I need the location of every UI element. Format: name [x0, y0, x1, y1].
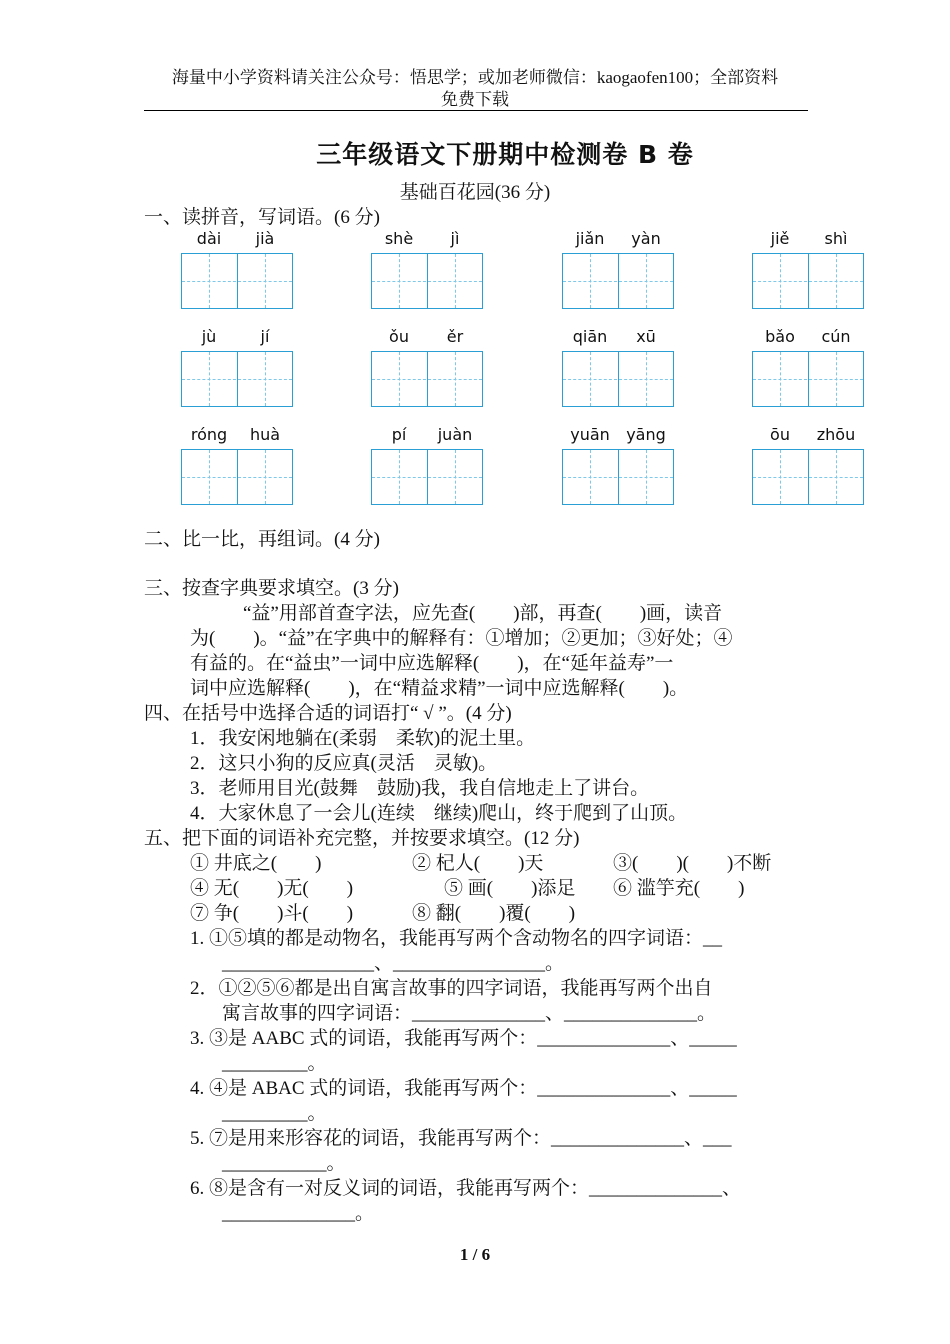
pinyin-11-b: yāng: [626, 425, 666, 444]
question-5-line-2: ___________。: [222, 1153, 346, 1174]
pinyin-10-b: juàn: [437, 425, 473, 444]
question-2-line-2: 寓言故事的四字词语：______________、______________。: [222, 1003, 717, 1024]
section-4-item-2: 2．这只小狗的反应真(灵活 灵敏)。: [190, 753, 498, 774]
question-3-line-1: 3. ③是 AABC 式的词语，我能再写两个：______________、_____: [190, 1028, 737, 1049]
pinyin-11-a: yuān: [570, 425, 610, 444]
section-4-item-3: 3．老师用目光(鼓舞 鼓励)我，我自信地走上了讲台。: [190, 778, 650, 799]
idiom-4: ④ 无( )无( ): [190, 878, 354, 899]
section-4-item-1: 1．我安闲地躺在(柔弱 柔软)的泥土里。: [190, 728, 536, 749]
section-3-line-3: 有益的。在“益虫”一词中应选解释( )，在“延年益寿”一: [190, 653, 674, 674]
pinyin-4-a: jiě: [770, 229, 790, 248]
tianzige-box-8[interactable]: [752, 351, 864, 407]
question-5-line-1: 5. ⑦是用来形容花的词语，我能再写两个：______________、___: [190, 1128, 732, 1149]
tianzige-box-9[interactable]: [181, 449, 293, 505]
tianzige-box-12[interactable]: [752, 449, 864, 505]
question-4-line-2: _________。: [222, 1103, 327, 1124]
pinyin-4-b: shì: [824, 229, 848, 248]
question-3-line-2: _________。: [222, 1053, 327, 1074]
pinyin-2-a: shè: [384, 229, 414, 248]
header-line-2: 免费下载: [441, 90, 509, 109]
page-subtitle: 基础百花园(36 分): [399, 182, 551, 203]
pinyin-7-a: qiān: [572, 327, 608, 346]
section-2-heading: 二、比一比，再组词。(4 分): [144, 529, 380, 550]
idiom-1: ① 井底之( ): [190, 853, 322, 874]
section-3-line-2: 为( )。“益”在字典中的解释有：①增加；②更加；③好处；④: [190, 628, 733, 649]
tianzige-box-3[interactable]: [562, 253, 674, 309]
idiom-6: ⑥ 滥竽充( ): [613, 878, 745, 899]
question-2-line-1: 2．①②⑤⑥都是出自寓言故事的四字词语，我能再写两个出自: [190, 978, 713, 999]
question-4-line-1: 4. ④是 ABAC 式的词语，我能再写两个：______________、_____: [190, 1078, 737, 1099]
question-1-line-1: 1. ①⑤填的都是动物名，我能再写两个含动物名的四字词语：__: [190, 928, 723, 949]
idiom-2: ② 杞人( )天: [412, 853, 544, 874]
tianzige-box-11[interactable]: [562, 449, 674, 505]
pinyin-5-b: jí: [260, 327, 270, 346]
tianzige-box-7[interactable]: [562, 351, 674, 407]
pinyin-6-a: ǒu: [389, 327, 409, 346]
page-header: [140, 67, 810, 111]
question-1-line-2: ________________、________________。: [222, 953, 565, 974]
idiom-5: ⑤ 画( )添足: [444, 878, 576, 899]
pinyin-2-b: jì: [450, 229, 460, 248]
pinyin-9-a: róng: [190, 425, 228, 444]
section-5-heading: 五、把下面的词语补充完整，并按要求填空。(12 分): [144, 828, 580, 849]
tianzige-box-10[interactable]: [371, 449, 483, 505]
section-3-line-1: “益”用部首查字法，应先查( )部，再查( )画，读音: [243, 603, 723, 624]
pinyin-1-b: jià: [255, 229, 275, 248]
pinyin-7-b: xū: [636, 327, 656, 346]
idiom-7: ⑦ 争( )斗( ): [190, 903, 354, 924]
idiom-8: ⑧ 翻( )覆( ): [412, 903, 576, 924]
idiom-3: ③( )( )不断: [613, 853, 772, 874]
tianzige-box-4[interactable]: [752, 253, 864, 309]
section-4-heading: 四、在括号中选择合适的词语打“ √ ”。(4 分): [144, 703, 512, 724]
pinyin-12-a: ōu: [770, 425, 790, 444]
page-number: 1 / 6: [459, 1245, 491, 1264]
pinyin-10-a: pí: [391, 425, 407, 444]
question-6-line-1: 6. ⑧是含有一对反义词的词语，我能再写两个：______________、: [190, 1178, 742, 1199]
pinyin-8-a: bǎo: [765, 327, 795, 346]
section-4-item-4: 4．大家休息了一会儿(连续 继续)爬山，终于爬到了山顶。: [190, 803, 688, 824]
section-3-line-4: 词中应选解释( )，在“精益求精”一词中应选解释( )。: [190, 678, 689, 699]
tianzige-box-5[interactable]: [181, 351, 293, 407]
tianzige-box-6[interactable]: [371, 351, 483, 407]
question-6-line-2: ______________。: [222, 1203, 375, 1224]
pinyin-1-a: dài: [196, 229, 222, 248]
pinyin-6-b: ěr: [446, 327, 464, 346]
page-title: 三年级语文下册期中检测卷 B 卷: [316, 140, 694, 169]
header-rule: [144, 110, 808, 111]
section-3-heading: 三、按查字典要求填空。(3 分): [144, 578, 399, 599]
pinyin-3-b: yàn: [631, 229, 661, 248]
pinyin-5-a: jù: [201, 327, 217, 346]
header-line-1: 海量中小学资料请关注公众号：悟思学；或加老师微信：kaogaofen100；全部资料: [171, 68, 779, 87]
section-1-heading: 一、读拼音，写词语。(6 分): [144, 207, 380, 228]
tianzige-box-2[interactable]: [371, 253, 483, 309]
pinyin-12-b: zhōu: [816, 425, 856, 444]
tianzige-box-1[interactable]: [181, 253, 293, 309]
pinyin-3-a: jiǎn: [575, 229, 605, 248]
pinyin-8-b: cún: [821, 327, 851, 346]
pinyin-9-b: huà: [249, 425, 281, 444]
